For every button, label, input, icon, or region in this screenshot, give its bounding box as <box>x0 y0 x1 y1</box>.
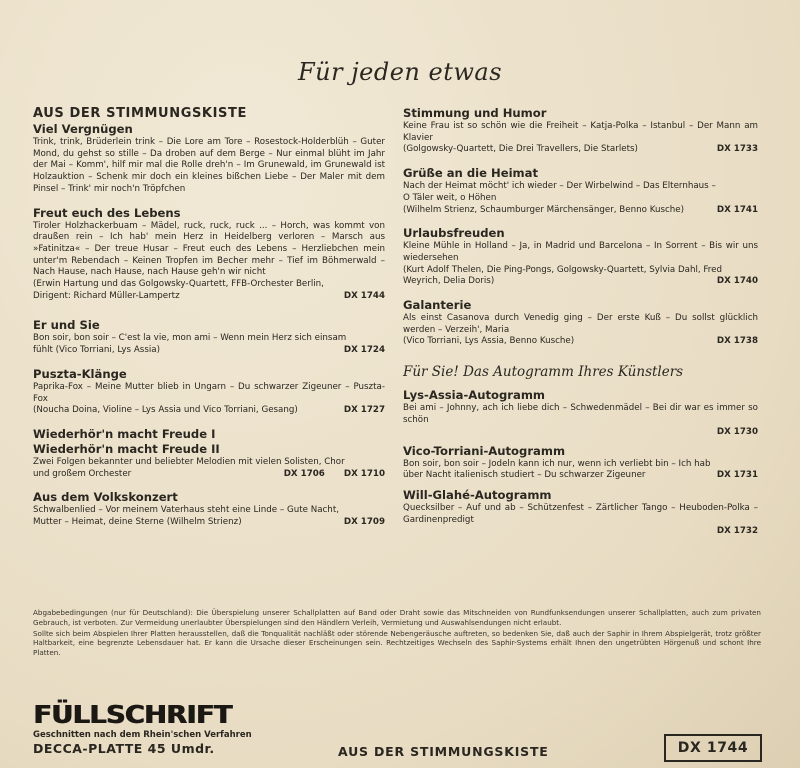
entry-credit: (Vico Torriani, Lys Assia, Benno Kusche) <box>403 336 575 347</box>
entry-tracks: Tiroler Holzhackerbuam – Mädel, ruck, ruck, ruck ... – Horch, was kommt von draußen rein – Ich hab' mein Herz in Heidelberg verloren – Marsch aus »Fatinitza« – Der treue Husar – Freut euch des Lebens – Herzliebchen mein unter'm Rebendach – Keinen Tropfen im Becher mehr – Tief im Böhmerwald – Nach Hause, nach Hause, nach Hause geh'n wir nicht <box>33 220 385 278</box>
catalog-number: DX 1741 <box>716 204 758 215</box>
decca-label: DECCA-PLATTE 45 Umdr. <box>33 741 215 756</box>
entry-title: Will-Glahé-Autogramm <box>403 487 552 502</box>
entry-title: Vico-Torriani-Autogramm <box>403 443 566 458</box>
entry-title: Wiederhör'n macht Freude I <box>33 426 216 441</box>
entry-title: Aus dem Volkskonzert <box>33 490 178 505</box>
entry-tracks: Nach der Heimat möcht' ich wieder – Der Wirbelwind – Das Elternhaus – <box>403 181 716 192</box>
entry-title: Galanterie <box>403 298 472 313</box>
catalog-number: DX 1710 <box>343 468 385 479</box>
catalog-number: DX 1724 <box>343 345 385 356</box>
entry-tracks: Trink, trink, Brüderlein trink – Die Lore am Tore – Rosestock-Holderblüh – Guter Mond, du gehst so stille – Da droben auf dem Berge – Nur einmal blüht im Jahr der Mai – Komm', hilf mir mal die Rolle dreh'n – Im Grunewald, im Grunewald ist Holzauktion – Schenk mir doch ein kleines bißchen Liebe – Der Maler mit dem Pinsel – Trink' mir noch'n Tröpfchen <box>33 137 385 194</box>
catalog-number: DX 1731 <box>716 470 758 481</box>
entry-credit: (Erwin Hartung und das Golgowsky-Quartett, FFB-Orchester Berlin, <box>33 279 324 290</box>
entry-tracks: Als einst Casanova durch Venedig ging – Der erste Kuß – Du sollst glücklich werden – Verzeih', Maria <box>403 313 758 335</box>
entry-puszta <box>33 367 385 417</box>
entry-credit: (Noucha Doina, Violine – Lys Assia und Vico Torriani, Gesang) <box>33 405 298 416</box>
entry-credit: Mutter – Heimat, deine Sterne (Wilhelm Strienz) <box>33 517 242 528</box>
terms-text <box>33 608 761 659</box>
entry-viel-vergnuegen <box>33 122 385 196</box>
entry-credit: über Nacht italienisch studiert – Du schwarzer Zigeuner <box>403 470 646 481</box>
brand-subline: Geschnitten nach dem Rhein'schen Verfahren <box>33 730 252 740</box>
catalog-box: DX 1744 <box>664 734 762 762</box>
autogramm-heading: Für Sie! Das Autogramm Ihres Künstlers <box>403 364 684 381</box>
catalog-number: DX 1732 <box>716 526 758 537</box>
right-column <box>403 106 758 537</box>
entry-title: Urlaubsfreuden <box>403 226 505 241</box>
entry-credit: Dirigent: Richard Müller-Lampertz <box>33 290 180 301</box>
entry-credit: und großem Orchester <box>33 468 132 479</box>
entry-stimmung-humor <box>403 106 758 156</box>
entry-tracks: Kleine Mühle in Holland – Ja, in Madrid und Barcelona – In Sorrent – Bis wir uns wiedersehen <box>403 241 758 263</box>
entry-will-glahe <box>403 488 758 537</box>
entry-vico-torriani <box>403 444 758 482</box>
footer-title: AUS DER STIMMUNGSKISTE <box>338 744 549 759</box>
entry-title: Grüße an die Heimat <box>403 166 538 181</box>
entry-tracks: Bon soir, bon soir – C'est la vie, mon ami – Wenn mein Herz sich einsam <box>33 333 347 344</box>
catalog-number: DX 1738 <box>716 336 758 347</box>
entry-er-und-sie <box>33 318 385 356</box>
catalog-number: DX 1730 <box>716 426 758 437</box>
entry-tracks: Zwei Folgen bekannter und beliebter Melodien mit vielen Solisten, Chor <box>33 456 345 467</box>
catalog-number: DX 1733 <box>716 144 758 155</box>
entry-galanterie <box>403 298 758 348</box>
entry-credit: (Wilhelm Strienz, Schaumburger Märchensänger, Benno Kusche) <box>403 204 685 215</box>
terms-paragraph: Abgabebedingungen (nur für Deutschland): Die Überspielung unserer Schallplatten auf Band oder Draht sowie das Mitschneiden von Rundfunksendungen unserer Schallplatten, auch zum privaten Gebrauch, ist verboten. Zur Vermeidung unerlaubter Überspielungen sind den Händlern Verleih, Vermietung und Auswahlsendungen nicht erlaubt. <box>33 608 761 627</box>
entry-freut-euch <box>33 206 385 303</box>
entry-gruesse <box>403 166 758 216</box>
entry-title: Freut euch des Lebens <box>33 205 181 220</box>
entry-title: Er und Sie <box>33 318 100 333</box>
entry-tracks: Bon soir, bon soir – Jodeln kann ich nur, wenn ich verliebt bin – Ich hab <box>403 458 711 469</box>
entry-title: Wiederhör'n macht Freude II <box>33 441 220 456</box>
entry-title: Stimmung und Humor <box>403 106 547 120</box>
entry-credit: (Golgowsky-Quartett, Die Drei Travellers, Die Starlets) <box>403 144 638 155</box>
entry-credit: fühlt (Vico Torriani, Lys Assia) <box>33 345 160 356</box>
entry-credit: (Kurt Adolf Thelen, Die Ping-Pongs, Golgowsky-Quartett, Sylvia Dahl, Fred <box>403 264 723 275</box>
entry-tracks: Paprika-Fox – Meine Mutter blieb in Ungarn – Du schwarzer Zigeuner – Puszta-Fox <box>33 381 385 404</box>
catalog-number: DX 1740 <box>716 276 758 287</box>
catalog-number: DX 1706 <box>283 468 325 479</box>
entry-credit: O Täler weit, o Höhen <box>403 192 497 203</box>
entry-volkskonzert <box>33 490 385 528</box>
entry-tracks: Schwalbenlied – Vor meinem Vaterhaus steht eine Linde – Gute Nacht, <box>33 505 339 516</box>
entry-wiederhoern <box>33 427 385 480</box>
entry-tracks: Quecksilber – Auf und ab – Schützenfest – Zärtlicher Tango – Heuboden-Polka – Gardinenpredigt <box>403 502 758 525</box>
brand-block <box>33 702 252 756</box>
catalog-number: DX 1744 <box>343 290 385 301</box>
entry-lys-assia <box>403 388 758 437</box>
entry-title: Viel Vergnügen <box>33 122 133 136</box>
entry-title: Puszta-Klänge <box>33 366 127 381</box>
entry-urlaubsfreuden <box>403 226 758 288</box>
entry-credit: Weyrich, Delia Doris) <box>403 276 495 287</box>
fuellschrift-logo: FÜLLSCHRIFT <box>33 700 232 729</box>
entry-tracks: Bei ami – Johnny, ach ich liebe dich – Schwedenmädel – Bei dir war es immer so schön <box>403 403 758 425</box>
entry-tracks: Keine Frau ist so schön wie die Freiheit – Katja-Polka – Istanbul – Der Mann am Klavier <box>403 121 758 143</box>
catalog-number: DX 1727 <box>343 405 385 416</box>
page-title: Für jeden etwas <box>297 58 503 86</box>
entry-title: Lys-Assia-Autogramm <box>403 388 545 403</box>
terms-paragraph: Sollte sich beim Abspielen Ihrer Platten herausstellen, daß die Tonqualität nachläßt oder störende Nebengeräusche auftreten, so bedenken Sie, daß auch der Saphir in Ihrem Abspielgerät, trotz größter Haltbarkeit, eine begrenzte Lebensdauer hat. Er kann die Ursache dieser Erscheinungen sein. Rechtzeitiges Wechseln des Saphir-Systems erhält Ihnen den ungetrübten Hörgenuß und schont Ihre Platten. <box>33 628 761 658</box>
left-column <box>33 106 385 529</box>
section-heading: AUS DER STIMMUNGSKISTE <box>33 106 247 121</box>
catalog-number: DX 1709 <box>343 517 385 528</box>
